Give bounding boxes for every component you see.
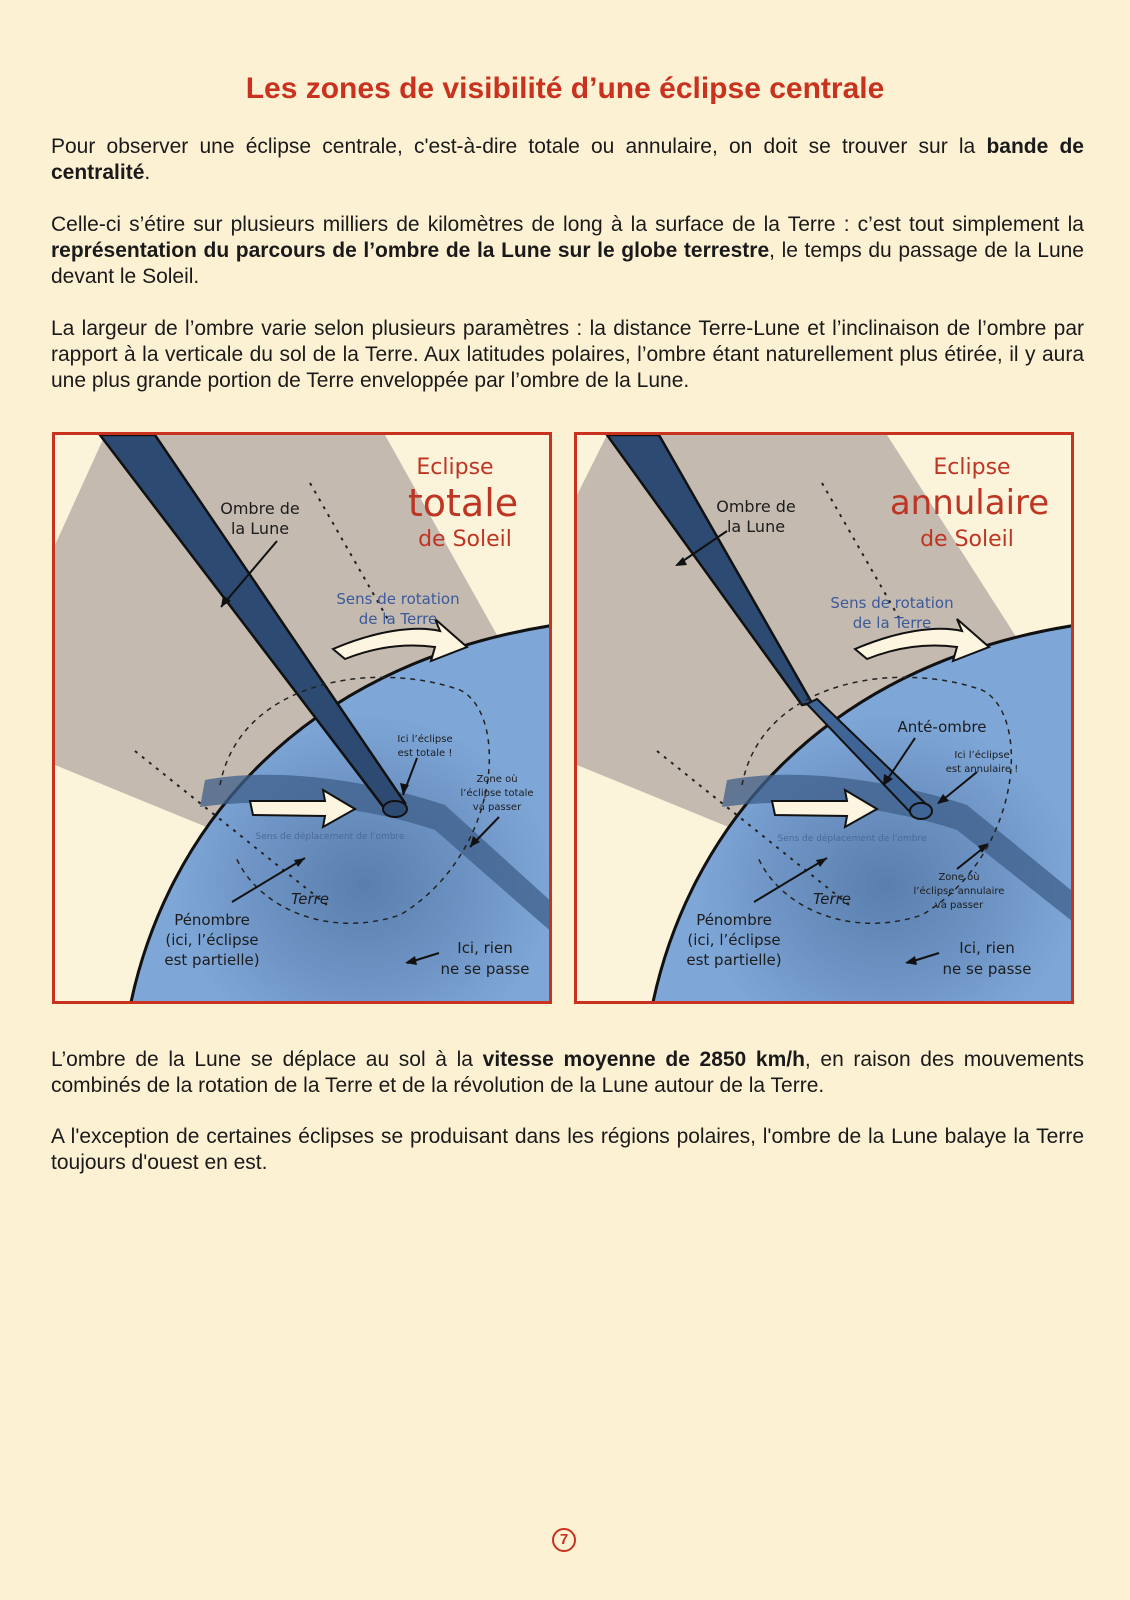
left-label-terre: Terre xyxy=(290,890,330,908)
left-title-bottom: de Soleil xyxy=(418,527,512,552)
right-label-annulaire xyxy=(932,749,1032,777)
right-ombre-line2: la Lune xyxy=(726,517,786,536)
left-label-ombre xyxy=(205,499,315,539)
umbra-spot xyxy=(383,801,407,817)
left-rotation-line1: Sens de rotation xyxy=(336,590,460,608)
right-rotation-line2: de la Terre xyxy=(852,614,932,632)
right-annulaire-line2: est annulaire ! xyxy=(945,764,1019,775)
p2-bold: représentation du parcours de l’ombre de la Lune sur le globe terrestre xyxy=(51,239,770,262)
right-zone-line2: l’éclipse annulaire xyxy=(913,886,1005,897)
p4-text: L’ombre de la Lune se déplace au sol à la xyxy=(51,1048,483,1071)
left-label-penombre xyxy=(147,910,277,970)
paragraph-direction: A l'exception de certaines éclipses se produisant dans les régions polaires, l'ombre de la Lune balaye la Terre toujours d'ouest en est. xyxy=(51,1125,1084,1174)
left-penombre-line2: (ici, l’éclipse xyxy=(165,931,259,949)
page-title: Les zones de visibilité d’une éclipse centrale xyxy=(245,72,885,105)
right-penombre-line1: Pénombre xyxy=(696,911,772,929)
left-ombre-line2: la Lune xyxy=(230,519,290,538)
left-rien-line2: ne se passe xyxy=(440,960,530,978)
p2-end: , le temps du passage de la Lune devant le Soleil. xyxy=(51,239,1084,288)
left-zone-line3: va passer xyxy=(472,802,522,813)
left-rotation-line2: de la Terre xyxy=(358,610,438,628)
paragraph-band xyxy=(51,212,1084,290)
right-title-main: annulaire xyxy=(889,483,1050,523)
left-label-zone xyxy=(447,773,547,815)
p1-bold: bande de centralité xyxy=(51,135,1084,184)
p4-bold: vitesse moyenne de 2850 km/h xyxy=(482,1048,805,1071)
left-label-deplacement: Sens de déplacement de l’ombre xyxy=(255,832,405,842)
p1-end: . xyxy=(144,161,151,184)
right-label-rien xyxy=(932,938,1042,980)
left-title-top: Eclipse xyxy=(416,455,494,480)
right-penombre-line2: (ici, l’éclipse xyxy=(687,931,781,949)
right-zone-line3: va passer xyxy=(934,900,984,911)
right-title-bottom: de Soleil xyxy=(920,527,1014,552)
left-totale-line2: est totale ! xyxy=(397,748,453,759)
right-label-ombre xyxy=(701,497,811,537)
paragraph-intro xyxy=(51,134,1084,186)
left-ombre-line1: Ombre de xyxy=(220,499,300,518)
right-label-rotation xyxy=(817,593,967,633)
left-zone-line1: Zone où xyxy=(476,774,518,785)
right-label-terre: Terre xyxy=(812,890,852,908)
page-number: 7 xyxy=(552,1528,576,1552)
right-label-zone xyxy=(899,871,1019,913)
figure-total-eclipse xyxy=(52,432,552,1004)
right-zone-line1: Zone où xyxy=(938,872,980,883)
antumbra-spot xyxy=(910,803,932,819)
paragraph-speed xyxy=(51,1047,1084,1099)
left-label-totale xyxy=(375,733,475,761)
p1-text: Pour observer une éclipse centrale, c'est-à-dire totale ou annulaire, on doit se trouver sur la xyxy=(51,135,987,158)
right-ombre-line1: Ombre de xyxy=(716,497,796,516)
right-rien-line2: ne se passe xyxy=(942,960,1032,978)
right-title-top: Eclipse xyxy=(933,455,1011,480)
left-label-rotation xyxy=(323,589,473,629)
right-label-penombre xyxy=(669,910,799,970)
right-penombre-line3: est partielle) xyxy=(686,951,782,969)
right-annulaire-line1: Ici l’éclipse xyxy=(954,750,1010,761)
right-label-ante-ombre: Anté-ombre xyxy=(897,718,987,736)
p2-text: Celle-ci s’étire sur plusieurs milliers de kilomètres de long à la surface de la Terre : c’est tout simplement la xyxy=(51,213,1084,236)
p4-end: , en raison des mouvements combinés de la rotation de la Terre et de la révolution de la Lune autour de la Terre. xyxy=(51,1048,1084,1097)
left-penombre-line3: est partielle) xyxy=(164,951,260,969)
left-rien-line1: Ici, rien xyxy=(457,939,513,957)
left-totale-line1: Ici l’éclipse xyxy=(397,734,453,745)
left-penombre-line1: Pénombre xyxy=(174,911,250,929)
figure-annular-eclipse xyxy=(574,432,1074,1004)
left-title-main: totale xyxy=(407,481,519,525)
right-rien-line1: Ici, rien xyxy=(959,939,1015,957)
right-label-deplacement: Sens de déplacement de l’ombre xyxy=(777,834,927,844)
left-label-rien xyxy=(430,938,540,980)
right-rotation-line1: Sens de rotation xyxy=(830,594,954,612)
paragraph-width: La largeur de l’ombre varie selon plusieurs paramètres : la distance Terre-Lune et l’inclinaison de l’ombre par rapport à la verticale du sol de la Terre. Aux latitudes polaires, l’ombre étant naturellement plus étirée, il y aura une plus grande portion de Terre enveloppée par l’ombre de la Lune. xyxy=(51,317,1084,392)
left-zone-line2: l’éclipse totale xyxy=(460,788,534,799)
